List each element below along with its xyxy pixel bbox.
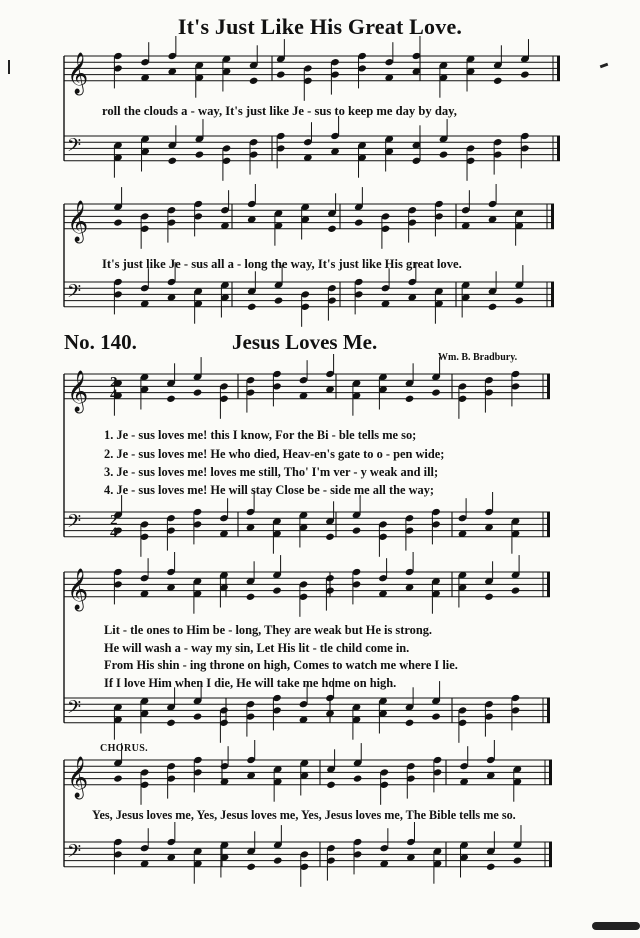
- notehead: [327, 225, 337, 233]
- notehead: [166, 395, 176, 403]
- verse-4-line-1: 4. Je - sus loves me! He will stay Close be - side me all the way;: [104, 483, 435, 497]
- notehead: [249, 77, 259, 85]
- notehead: [352, 526, 362, 534]
- treble-clef-icon: 𝄞: [67, 52, 89, 94]
- time-signature: 2: [110, 512, 118, 529]
- notehead: [353, 774, 363, 782]
- bass-clef-icon: 𝄢: [67, 135, 82, 161]
- time-signature: 4: [110, 524, 118, 541]
- notehead: [193, 712, 203, 720]
- verse-3-line-2: From His shin - ing throne on high, Comes to watch me where I lie.: [104, 658, 458, 672]
- notehead: [520, 70, 530, 78]
- notehead: [166, 719, 176, 727]
- notehead: [272, 586, 282, 594]
- notehead: [493, 77, 503, 85]
- end-barline: [547, 698, 550, 723]
- bass-clef-icon: 𝄢: [67, 841, 82, 867]
- end-barline: [549, 760, 552, 785]
- notehead: [246, 863, 256, 871]
- notehead: [486, 863, 496, 871]
- notehead: [113, 218, 123, 226]
- verse-1-line-2: Lit - tle ones to Him be - long, They are weak but He is strong.: [104, 623, 433, 637]
- notehead: [405, 719, 415, 727]
- notehead: [325, 533, 335, 541]
- end-barline: [557, 56, 560, 81]
- notehead: [511, 586, 521, 594]
- notehead: [439, 150, 449, 158]
- notehead: [195, 150, 205, 158]
- notehead: [113, 774, 123, 782]
- treble-clef-icon: 𝄞: [67, 200, 89, 242]
- treble-clef-icon: 𝄞: [67, 568, 89, 610]
- chorus-lyric: Yes, Jesus loves me, Yes, Jesus loves me, Yes, Jesus loves me, The Bible tells me so.: [92, 808, 516, 822]
- verse-2-line-1: 2. Je - sus loves me! He who died, Heav-en's gate to o - pen wide;: [104, 447, 445, 461]
- lyric-line-2: It's just like Je - sus all a - long the way, It's just like His great love.: [102, 257, 462, 271]
- notehead: [405, 395, 415, 403]
- end-barline: [551, 204, 554, 229]
- notehead: [513, 856, 523, 864]
- hymn-title-1: It's Just Like His Great Love.: [177, 14, 463, 39]
- composer-credit: Wm. B. Bradbury.: [438, 352, 518, 363]
- notehead: [354, 218, 364, 226]
- chorus-label: CHORUS.: [100, 743, 149, 754]
- notehead: [247, 303, 257, 311]
- notehead: [273, 856, 283, 864]
- time-signature: 4: [110, 386, 118, 403]
- notehead: [193, 388, 203, 396]
- hymn-title-2: Jesus Loves Me.: [232, 330, 378, 354]
- notehead: [484, 593, 494, 601]
- notehead: [274, 296, 284, 304]
- lyric-line-1: roll the clouds a - way, It's just like Je - sus to keep me day by day,: [102, 104, 457, 118]
- verse-4-line-2: If I love Him when I die, He will take me home on high.: [104, 676, 397, 690]
- notehead: [326, 781, 336, 789]
- time-signature: 2: [110, 374, 118, 391]
- notehead: [276, 70, 286, 78]
- notehead: [167, 157, 177, 165]
- end-barline: [547, 374, 550, 399]
- verse-2-line-2: He will wash a - way my sin, Let His lit - tle child come in.: [104, 641, 410, 655]
- end-barline: [547, 572, 550, 597]
- notehead: [246, 593, 256, 601]
- bass-clef-icon: 𝄢: [67, 697, 82, 723]
- end-barline: [549, 842, 552, 867]
- treble-clef-icon: 𝄞: [67, 756, 89, 798]
- notehead: [431, 388, 441, 396]
- end-barline: [551, 282, 554, 307]
- notehead: [488, 303, 498, 311]
- end-barline: [557, 136, 560, 161]
- notehead: [514, 296, 524, 304]
- treble-clef-icon: 𝄞: [67, 370, 89, 412]
- hymn-number: No. 140.: [64, 330, 137, 354]
- end-barline: [547, 512, 550, 537]
- page-edge-mark: [592, 922, 640, 930]
- margin-mark: [8, 60, 10, 74]
- bass-clef-icon: 𝄢: [67, 281, 82, 307]
- verse-1-line-1: 1. Je - sus loves me! this I know, For the Bi - ble tells me so;: [104, 428, 417, 442]
- notehead: [431, 712, 441, 720]
- bass-clef-icon: 𝄢: [67, 511, 82, 537]
- verse-3-line-1: 3. Je - sus loves me! loves me still, Tho' I'm ver - y weak and ill;: [104, 465, 439, 479]
